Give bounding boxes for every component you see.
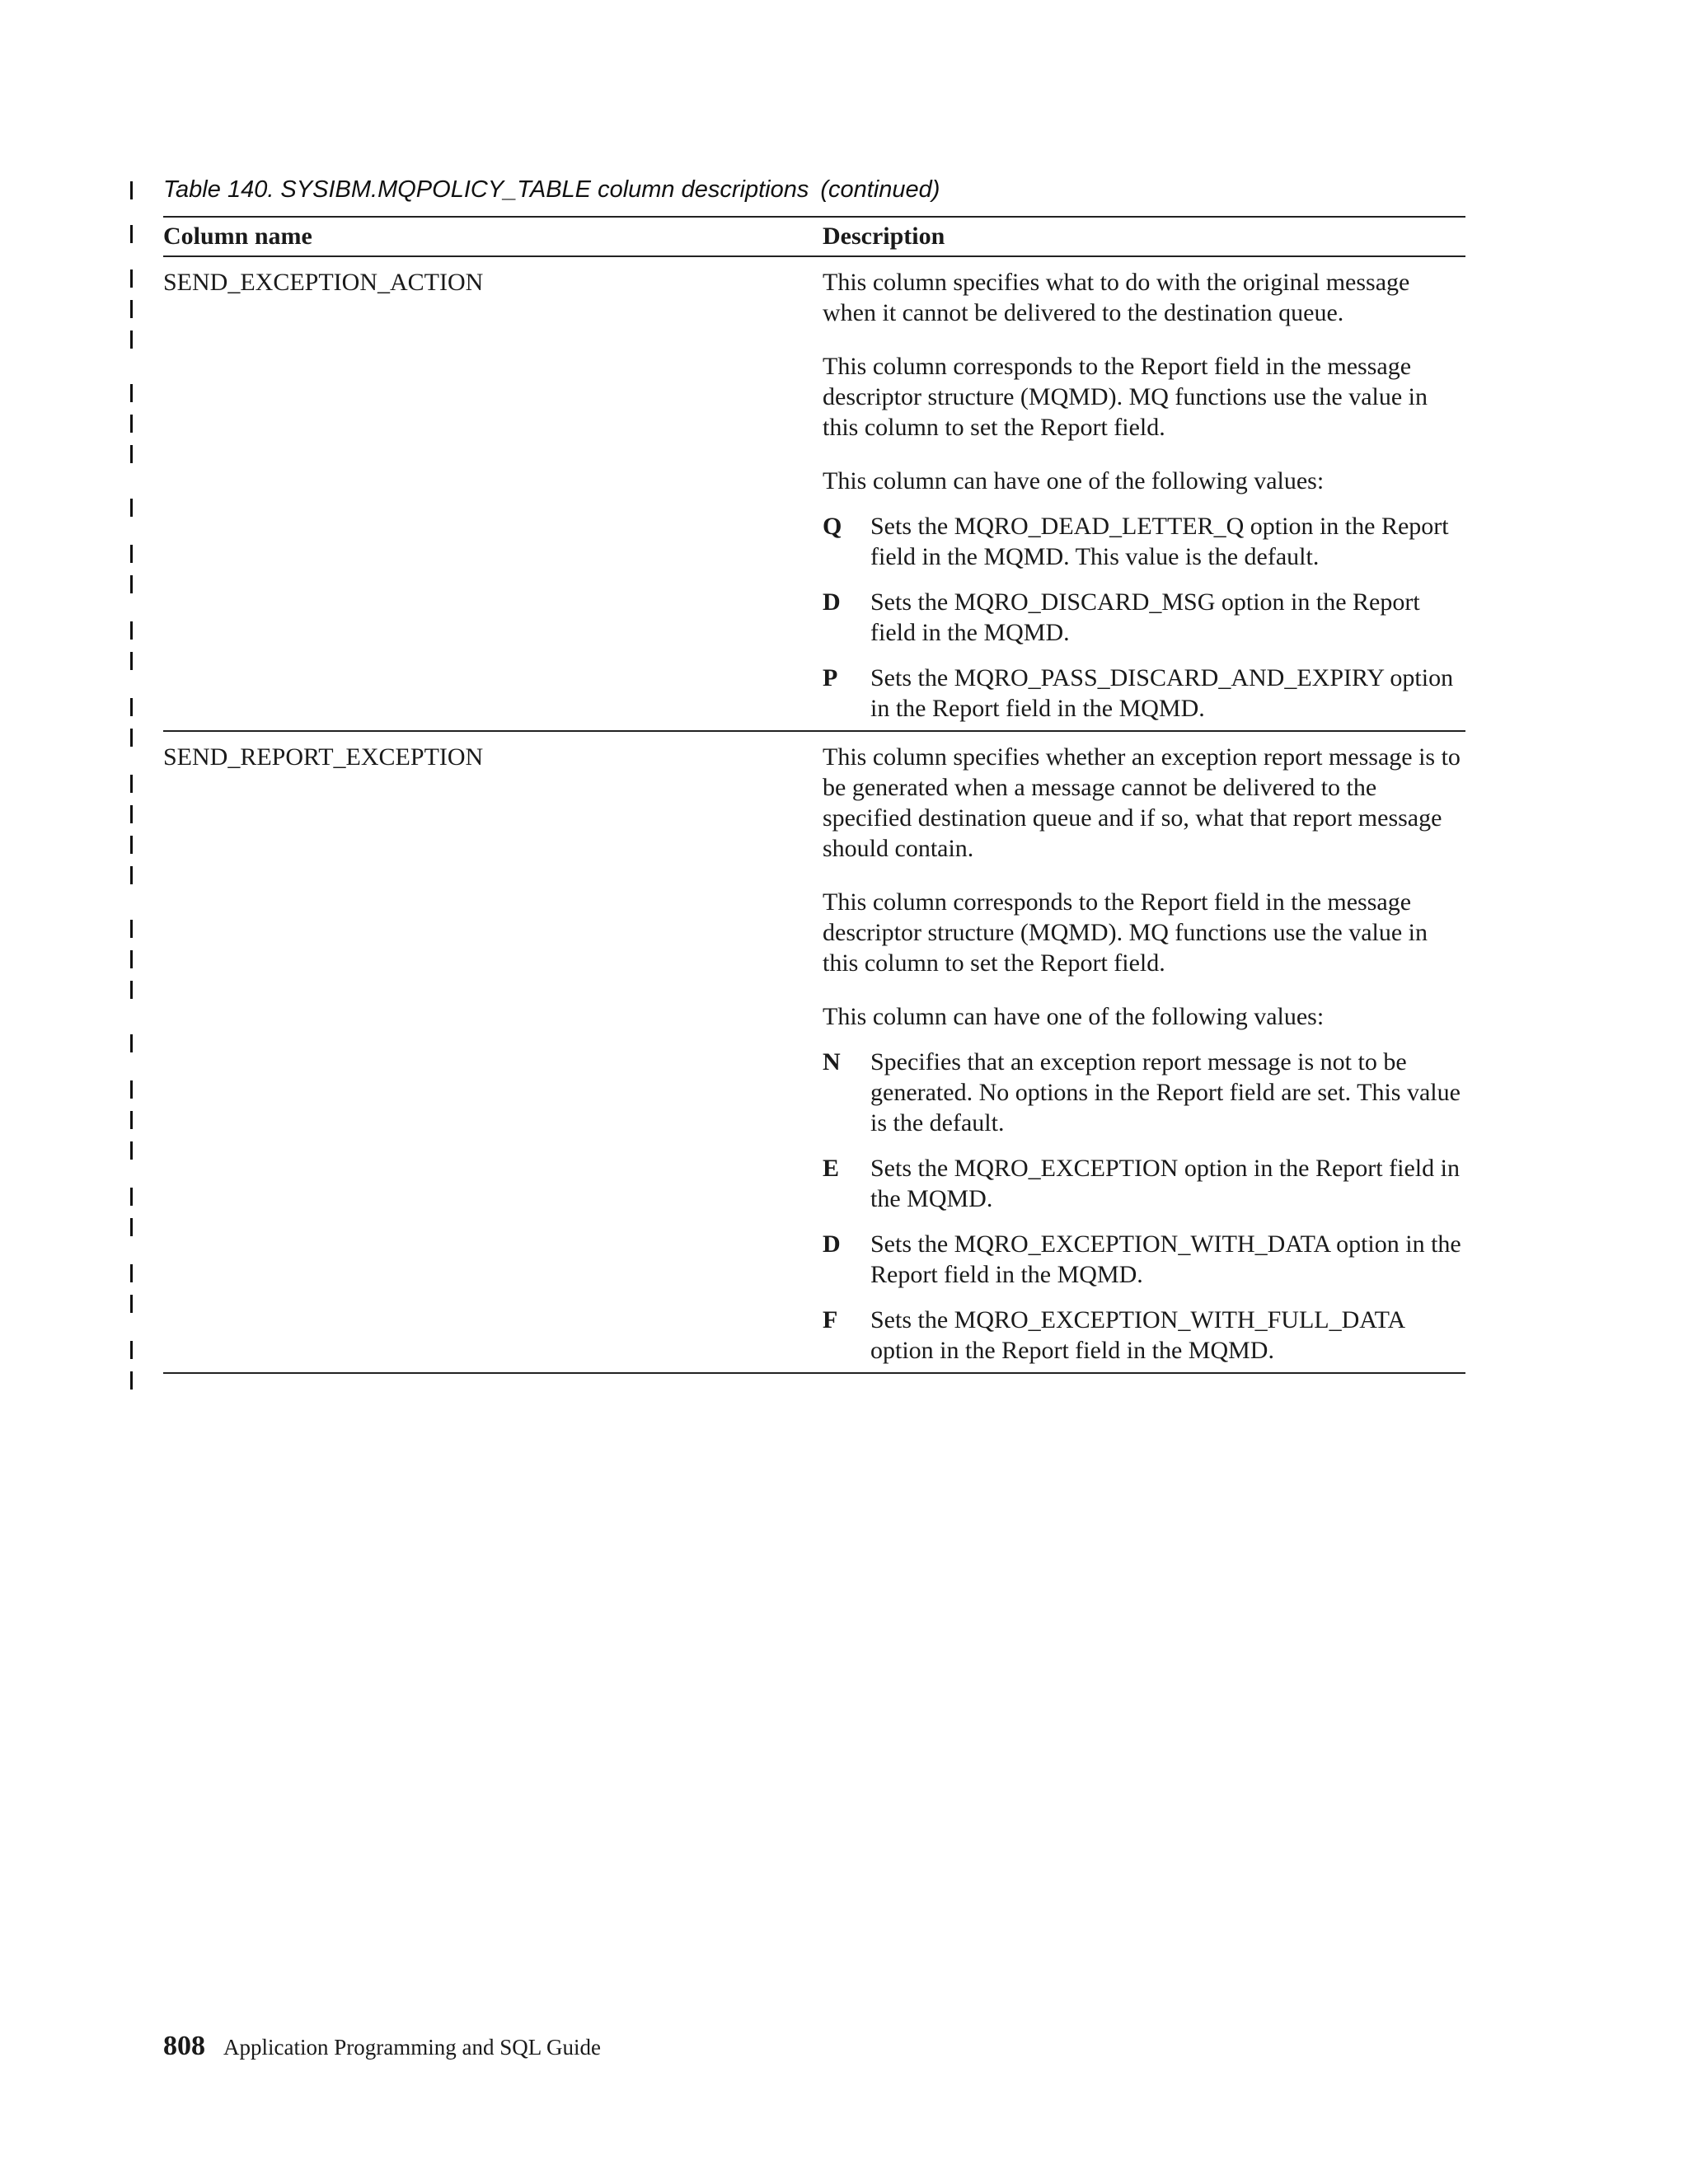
change-bar bbox=[130, 1371, 133, 1390]
value-option bbox=[823, 1153, 1465, 1214]
option-text: Specifies that an exception report message is not to be generated. No options in the Report field are set. This value is the default. bbox=[870, 1048, 1461, 1137]
change-bar bbox=[130, 415, 133, 433]
row-column-name: SEND_REPORT_EXCEPTION bbox=[163, 743, 484, 771]
change-bar bbox=[130, 775, 133, 793]
change-bar bbox=[130, 1188, 133, 1206]
change-bar bbox=[130, 1218, 133, 1236]
value-option bbox=[823, 1305, 1465, 1366]
change-bar bbox=[130, 269, 133, 288]
change-bar bbox=[130, 950, 133, 968]
change-bar bbox=[130, 445, 133, 463]
table-caption bbox=[163, 175, 1482, 204]
value-option bbox=[823, 1229, 1465, 1290]
option-key: P bbox=[823, 664, 838, 691]
table-row bbox=[163, 732, 1465, 1372]
table-row bbox=[163, 257, 1465, 730]
caption-title: Table 140. SYSIBM.MQPOLICY_TABLE column descriptions bbox=[163, 176, 809, 203]
change-bar bbox=[130, 621, 133, 640]
row-column-name: SEND_EXCEPTION_ACTION bbox=[163, 269, 484, 296]
option-text: Sets the MQRO_EXCEPTION option in the Report field in the MQMD. bbox=[870, 1155, 1460, 1212]
change-bar bbox=[130, 652, 133, 670]
change-bar bbox=[130, 1141, 133, 1160]
option-key: D bbox=[823, 588, 841, 616]
change-bar bbox=[130, 575, 133, 593]
option-key: F bbox=[823, 1306, 838, 1333]
change-bar bbox=[130, 1341, 133, 1359]
change-bar bbox=[130, 1111, 133, 1129]
description-paragraph: This column specifies what to do with the original message when it cannot be delivered to the destination queue. bbox=[823, 269, 1410, 326]
change-bar bbox=[130, 300, 133, 318]
table-header-row bbox=[163, 218, 1465, 255]
header-description: Description bbox=[823, 223, 945, 250]
change-bar bbox=[130, 836, 133, 854]
row-description bbox=[823, 742, 1465, 1366]
change-bar bbox=[130, 1080, 133, 1099]
change-bar bbox=[130, 181, 133, 199]
description-paragraph: This column can have one of the following values: bbox=[823, 467, 1325, 494]
value-option bbox=[823, 663, 1465, 724]
option-text: Sets the MQRO_EXCEPTION_WITH_FULL_DATA option in the Report field in the MQMD. bbox=[870, 1306, 1404, 1364]
row-description bbox=[823, 267, 1465, 724]
option-key: N bbox=[823, 1048, 841, 1076]
change-bar bbox=[130, 330, 133, 349]
change-bar bbox=[130, 866, 133, 884]
option-key: Q bbox=[823, 513, 842, 540]
value-option bbox=[823, 587, 1465, 648]
change-bar bbox=[130, 225, 133, 243]
option-text: Sets the MQRO_PASS_DISCARD_AND_EXPIRY option in the Report field in the MQMD. bbox=[870, 664, 1454, 722]
change-bar bbox=[130, 499, 133, 517]
book-title: Application Programming and SQL Guide bbox=[223, 2035, 601, 2060]
change-bar bbox=[130, 384, 133, 402]
change-bar bbox=[130, 545, 133, 563]
option-text: Sets the MQRO_DISCARD_MSG option in the Report field in the MQMD. bbox=[870, 588, 1420, 646]
page-footer bbox=[163, 2030, 601, 2064]
change-bar bbox=[130, 920, 133, 938]
value-option bbox=[823, 511, 1465, 572]
change-bar bbox=[130, 805, 133, 823]
caption-continued: (continued) bbox=[820, 176, 940, 203]
table-bottom-rule bbox=[163, 1372, 1465, 1374]
description-paragraph: This column corresponds to the Report field in the message descriptor structure (MQMD). MQ functions use the value in this column to set the Report field. bbox=[823, 353, 1428, 441]
value-option bbox=[823, 1047, 1465, 1138]
option-key: D bbox=[823, 1230, 841, 1258]
option-text: Sets the MQRO_DEAD_LETTER_Q option in the Report field in the MQMD. This value is the default. bbox=[870, 513, 1449, 570]
change-bar bbox=[130, 1295, 133, 1313]
page-number: 808 bbox=[163, 2031, 205, 2061]
header-column-name: Column name bbox=[163, 223, 312, 250]
option-text: Sets the MQRO_EXCEPTION_WITH_DATA option in the Report field in the MQMD. bbox=[870, 1230, 1461, 1288]
column-descriptions-table bbox=[163, 216, 1465, 1374]
option-key: E bbox=[823, 1155, 840, 1182]
change-bar bbox=[130, 981, 133, 999]
change-bar bbox=[130, 1034, 133, 1052]
change-bar bbox=[130, 729, 133, 747]
description-paragraph: This column specifies whether an exception report message is to be generated when a message cannot be delivered to the specified destination queue and if so, what that report message should contain. bbox=[823, 743, 1461, 862]
change-bar bbox=[130, 1264, 133, 1282]
description-paragraph: This column corresponds to the Report field in the message descriptor structure (MQMD). MQ functions use the value in this column to set the Report field. bbox=[823, 888, 1428, 977]
description-paragraph: This column can have one of the following values: bbox=[823, 1003, 1325, 1030]
change-bar bbox=[130, 698, 133, 716]
